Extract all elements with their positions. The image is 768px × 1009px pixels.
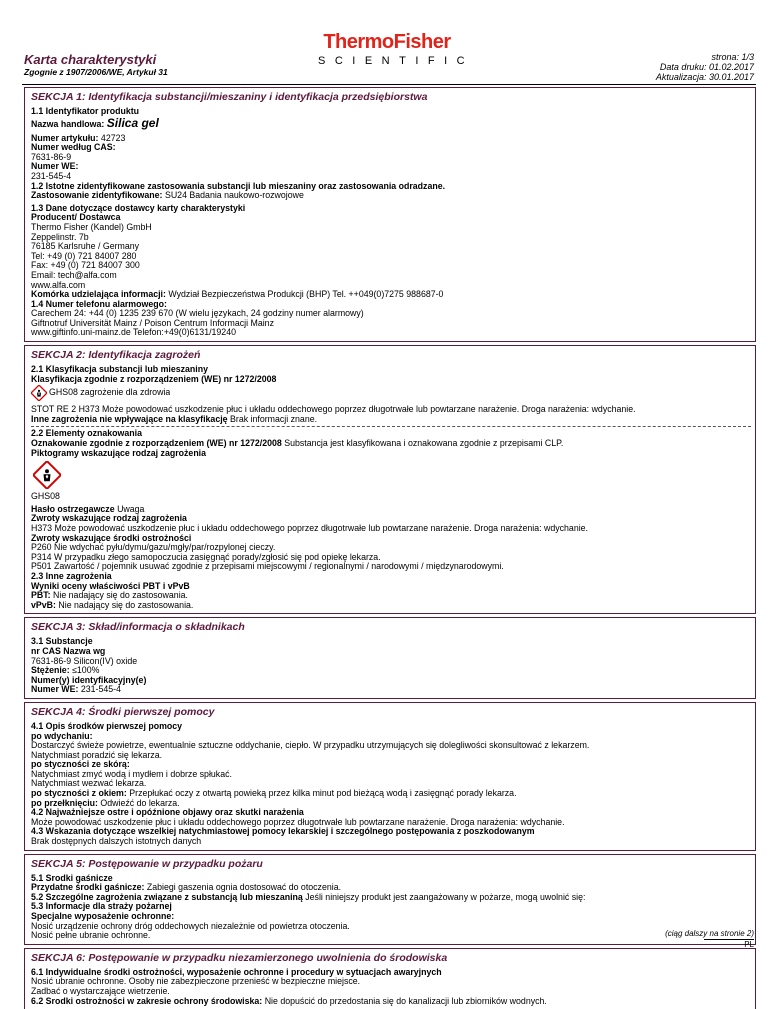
s3-we-label: Numer WE: (31, 685, 79, 695)
ghs08-pictogram-icon (33, 461, 61, 489)
p260-line: P260 Nie wdychać pyłu/dymu/gazu/mgły/par/rozpylonej cieczy. (31, 543, 276, 553)
trade-name-label: Nazwa handlowa: (31, 118, 105, 129)
s1-h14: 1.4 Numer telefonu alarmowego: (31, 299, 167, 309)
concentration-label: Stężenie: (31, 666, 70, 676)
section-2-title: SEKCJA 2: Identyfikacja zagrożeń (31, 349, 201, 362)
use-label: Zastosowanie zidentyfikowane: (31, 191, 163, 201)
cas-label: Numer według CAS: (31, 143, 116, 153)
equipment-line-2: Nosić pełne ubranie ochronne. (31, 931, 151, 941)
equipment-heading: Specjalne wyposażenie ochronne: (31, 912, 175, 921)
swallow-label: po przełknięciu: (31, 798, 98, 808)
concentration-line (31, 666, 751, 676)
section-4-title: SEKCJA 4: Środki pierwszej pomocy (31, 705, 215, 718)
pbt-label: PBT: (31, 591, 51, 601)
h373-line: H373 Może powodować uszkodzenie płuc i układu oddechowego poprzez długotrwałe lub powtarzane narażenie. Droga narażenia: wdychanie. (31, 524, 588, 533)
label-reg-label: Oznakowanie zgodnie z rozporządzeniem (WE) nr 1272/2008 (31, 439, 282, 449)
section-5 (24, 854, 756, 945)
vpvb-line (31, 601, 751, 611)
trade-name-line (31, 117, 751, 131)
we-label: Numer WE: (31, 162, 79, 172)
s5-h52-value: Jeśli niniejszy produkt jest zaangażowany w pożarze, mogą uwolnić się: (305, 892, 586, 902)
stot-line: STOT RE 2 H373 Może powodować uszkodzenie płuc i układu oddechowego poprzez długotrwałe lub powtarzane narażenie. Droga narażenia: wdychanie. (31, 405, 636, 415)
company-tel: Tel: +49 (0) 721 84007 280 (31, 251, 137, 261)
s3-we-value: 231-545-4 (80, 685, 121, 695)
pbt-value: Nie nadający się do zastosowania. (53, 591, 188, 601)
inhalation-line-2: Natychmiast poradzić się lekarza. (31, 750, 163, 760)
producer-label: Producent/ Dostawca (31, 213, 121, 223)
swallow-line (31, 799, 751, 809)
s6-h62-value: Nie dopuścić do przedostania się do kanalizacji lub zbiorników wodnych. (264, 996, 547, 1006)
s5-h53: 5.3 Informacje dla straży pożarnej (31, 902, 172, 912)
section-2 (24, 345, 756, 614)
extinguish-label: Przydatne środki gaśnicze: (31, 883, 145, 893)
concentration-value: ≤100% (72, 666, 100, 676)
hazard-statements-heading: Zwroty wskazujące rodzaj zagrożenia (31, 514, 187, 524)
precaution-heading: Zwroty wskazujące środki ostrożności (31, 533, 192, 543)
extinguish-line (31, 883, 751, 893)
inhalation-heading: po wdychaniu: (31, 731, 93, 741)
pbt-heading: Wyniki oceny właściwości PBT i vPvB (31, 581, 190, 591)
pictogram-label: Piktogramy wskazujące rodzaj zagrożenia (31, 448, 207, 458)
s6-line-1: Nosić ubranie ochronne. Osoby nie zabezpieczone przenieść w bezpieczne miejsce. (31, 977, 361, 987)
other-hazards-value: Brak informacji znane. (230, 414, 318, 424)
info-line (31, 290, 751, 300)
ghs08-health-row (31, 384, 751, 402)
print-date: Data druku: 01.02.2017 (659, 62, 754, 72)
swallow-value: Odwieźć do lekarza. (100, 798, 180, 808)
label-reg-line (31, 439, 751, 449)
skin-line-1: Natychmiast zmyć wodą i mydłem i dobrze spłukać. (31, 769, 232, 779)
eye-value: Przepłukać oczy z otwartą powieką przez kilka minut pod bieżącą wodą i zasięgnąć porady lekarza. (129, 789, 517, 799)
we-value: 231-545-4 (31, 171, 72, 181)
cas-header: nr CAS Nazwa wg (31, 646, 106, 656)
article-label: Numer artykułu: (31, 133, 99, 143)
s1-h13: 1.3 Dane dotyczące dostawcy karty charakterystyki (31, 203, 246, 213)
extinguish-value: Zabiegi gaszenia ognia dostosować do otoczenia. (146, 883, 342, 893)
header-divider (22, 84, 756, 85)
section-4 (24, 702, 756, 851)
update-date: Aktualizacja: 30.01.2017 (655, 72, 754, 82)
language-code: PL (704, 939, 754, 949)
s5-h51: 5.1 Środki gaśnicze (31, 873, 113, 883)
eye-label: po styczności z okiem: (31, 789, 127, 799)
carechem-line: Carechem 24: +44 (0) 1235 239 670 (W wielu językach, 24 godziny numer alarmowy) (31, 309, 364, 319)
pictogram-row (31, 458, 751, 492)
ghs08-health-hazard-icon (31, 385, 47, 401)
p314-line: P314 W przypadku złego samopoczucia zasięgnąć porady/zgłosić się pod opiekę lekarza. (31, 552, 381, 562)
logo-line1: ThermoFisher (323, 31, 451, 53)
trade-name: Silica gel (106, 116, 159, 130)
company-fax: Fax: +49 (0) 721 84007 300 (31, 261, 140, 271)
skin-heading: po styczności ze skórą: (31, 760, 130, 770)
other-hazards-line (31, 415, 751, 425)
company-logo (312, 31, 475, 68)
s6-h62: 6.2 Środki ostrożności w zakresie ochrony środowiska: (31, 996, 263, 1006)
pbt-line (31, 591, 751, 601)
logo-line2: SCIENTIFIC (318, 55, 475, 67)
s4-h42-value: Może powodować uszkodzenie płuc i układu oddechowego poprzez długotrwałe lub powtarzane narażenie. Droga narażenia: wdychanie. (31, 817, 565, 827)
signal-word-value: Uwaga (117, 504, 145, 514)
continued-note: (ciąg dalszy na stronie 2) (665, 929, 754, 938)
header-meta (656, 52, 754, 82)
s2-h21b: Klasyfikacja zgodnie z rozporządzeniem (WE) nr 1272/2008 (31, 374, 277, 384)
skin-line-2: Natychmiast wezwać lekarza. (31, 779, 147, 789)
vpvb-label: vPvB: (31, 600, 56, 610)
identifiers-heading: Numer(y) identyfikacyjny(e) (31, 675, 147, 685)
s1-h11: 1.1 Identyfikator produktu (31, 107, 140, 116)
page-number: strona: 1/3 (711, 52, 754, 62)
s6-h61: 6.1 Indywidualne środki ostrożności, wyposażenie ochronne i procedury w sytuacjach awaryjnych (31, 967, 442, 977)
s4-h43: 4.3 Wskazania dotyczące wszelkiej natychmiastowej pomocy lekarskiej i szczególnego postępowania z poszkodowanym (31, 827, 535, 837)
s6-line-2: Zadbać o wystarczające wietrzenie. (31, 986, 170, 996)
section-2-divider (31, 426, 751, 427)
section-6-title: SEKCJA 6: Postępowanie w przypadku niezamierzonego uwolnienia do środowiska (31, 951, 448, 964)
p501-line: P501 Zawartość / pojemnik usuwać zgodnie z przepisami miejscowymi / regionalnymi / narodowymi / międzynarodowymi. (31, 562, 504, 572)
s5-h52: 5.2 Szczególne zagrożenia związane z substancją lub mieszaniną (31, 892, 303, 902)
info-value: Wydział Bezpieczeństwa Produkcji (BHP) Tel. ++049(0)7275 988687-0 (168, 290, 444, 300)
use-line (31, 191, 751, 201)
s2-h22: 2.2 Elementy oznakowania (31, 429, 142, 439)
section-6 (24, 948, 756, 1009)
use-value: SU24 Badania naukowo-rozwojowe (164, 191, 304, 201)
s4-h43-value: Brak dostępnych dalszych istotnych danych (31, 837, 202, 847)
signal-word-line (31, 505, 751, 515)
company-name: Thermo Fisher (Kandel) GmbH (31, 222, 152, 232)
other-hazards-label: Inne zagrożenia nie wpływające na klasyfikację (31, 414, 228, 424)
vpvb-value: Nie nadający się do zastosowania. (58, 600, 194, 610)
eye-line (31, 789, 751, 799)
equipment-line-1: Nosić urządzenie ochrony dróg oddechowych niezależnie od powietrza otoczenia. (31, 921, 350, 931)
document-title: Karta charakterystyki (24, 52, 157, 67)
ghs08-health-label: GHS08 zagrożenie dla zdrowia (49, 388, 171, 398)
section-3-title: SEKCJA 3: Skład/informacja o składnikach (31, 621, 245, 634)
section-1 (24, 87, 756, 342)
info-label: Komórka udzielająca informacji: (31, 290, 166, 300)
article-number-line (31, 134, 751, 144)
s4-h42: 4.2 Najważniejsze ostre i opóźnione objawy oraz skutki narażenia (31, 808, 304, 818)
giftinfo-line: www.giftinfo.uni-mainz.de Telefon:+49(0)6131/19240 (31, 328, 236, 338)
label-reg-value: Substancja jest klasyfikowana i oznakowana zgodnie z przepisami CLP. (284, 439, 564, 449)
s1-h12: 1.2 Istotne zidentyfikowane zastosowania substancji lub mieszaniny oraz zastosowania odradzane. (31, 181, 446, 191)
s5-h52-line (31, 893, 751, 903)
company-web[interactable]: www.alfa.com (31, 280, 86, 290)
company-email[interactable]: Email: tech@alfa.com (31, 270, 117, 280)
s4-h41: 4.1 Opis środków pierwszej pomocy (31, 721, 183, 731)
s2-h21: 2.1 Klasyfikacja substancji lub mieszaniny (31, 365, 208, 375)
signal-word-label: Hasło ostrzegawcze (31, 504, 115, 514)
s2-h23: 2.3 Inne zagrożenia (31, 571, 112, 581)
s3-h31: 3.1 Substancje (31, 637, 93, 647)
article-value: 42723 (100, 133, 126, 143)
section-1-title: SEKCJA 1: Identyfikacja substancji/mieszaniny i identyfikacja przedsiębiorstwa (31, 91, 428, 103)
cas-row: 7631-86-9 Silicon(IV) oxide (31, 656, 138, 666)
s6-h62-line (31, 997, 751, 1007)
cas-value: 7631-86-9 (31, 152, 72, 162)
company-city: 76185 Karlsruhe / Germany (31, 242, 140, 252)
section-3 (24, 617, 756, 699)
regulation-line: Zgognie z 1907/2006/WE, Artykuł 31 (24, 67, 168, 77)
inhalation-line-1: Dostarczyć świeże powietrze, ewentualnie sztuczne oddychanie, ciepło. W przypadku utrzymujących się dolegliwości skonsultować z lekarzem. (31, 741, 590, 751)
s3-we-line (31, 685, 751, 695)
giftnotruf-line: Giftnotruf Universität Mainz / Poison Centrum Informacji Mainz (31, 318, 274, 328)
section-5-title: SEKCJA 5: Postępowanie w przypadku pożaru (31, 857, 263, 870)
ghs08-caption: GHS08 (31, 492, 60, 502)
company-street: Zeppelinstr. 7b (31, 232, 89, 242)
